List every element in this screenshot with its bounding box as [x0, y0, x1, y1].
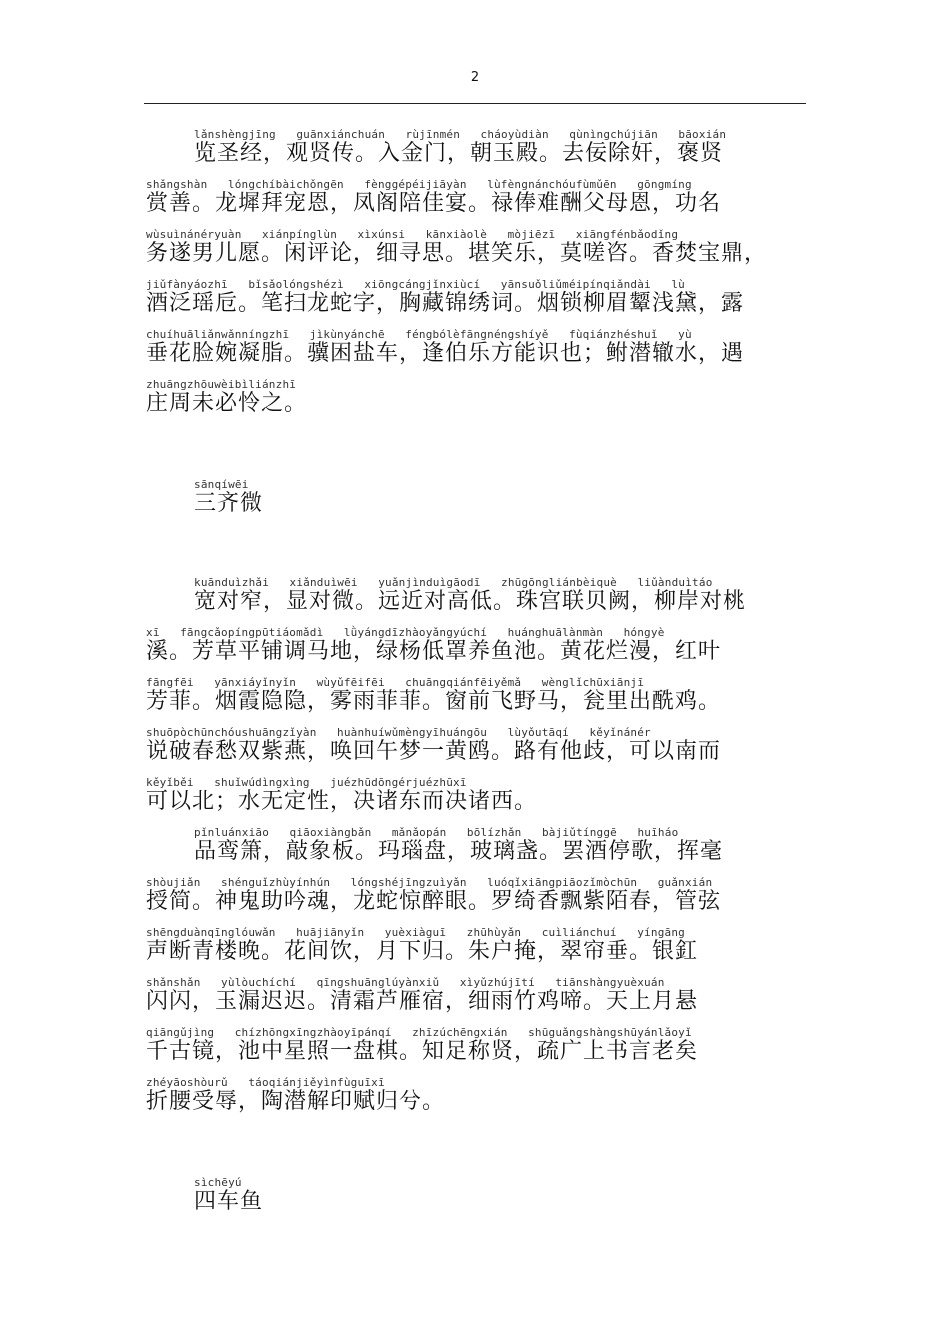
- verse-line: [146, 876, 810, 926]
- verse-line: [146, 626, 810, 676]
- section-title: [146, 1176, 810, 1226]
- pinyin-line: wùsuìnánéryuàn xiánpínglùn xìxúnsi kānxiàolè mòjiēzī xiāngfénbǎodǐng: [146, 228, 679, 241]
- verse-line: [146, 1026, 810, 1076]
- pinyin-line: xī fāngcǎopíngpūtiáomǎdì lǜyángdīzhàoyǎngyúchí huánghuālànmàn hóngyè: [146, 626, 665, 639]
- pinyin-line: pǐnluánxiāo qiāoxiàngbǎn mǎnǎopán bōlízhǎn bàjiǔtínggē huīháo: [194, 826, 679, 839]
- verse-line: [146, 228, 810, 278]
- verse-line: [146, 178, 810, 228]
- verse-line: [146, 776, 810, 826]
- pinyin-line: zhuāngzhōuwèibìliánzhī: [146, 378, 297, 391]
- hanzi-line: 折腰受辱，陶潜解印赋归兮。: [146, 1089, 446, 1114]
- pinyin-line: shǎnshǎn yùlòuchíchí qīngshuānglúyànxiǔ xìyǔzhújītí tiānshàngyuèxuán: [146, 976, 665, 989]
- title-hanzi: 四车鱼: [194, 1189, 264, 1214]
- hanzi-line: 酒泛瑶卮。笔扫龙蛇字，胸藏锦绣词。烟锁柳眉颦浅黛，露: [146, 291, 745, 316]
- pinyin-line: chuíhuāliǎnwǎnníngzhī jìkùnyánchē féngbólèfāngnéngshíyě fùqiánzhéshuǐ yù: [146, 328, 692, 341]
- pinyin-line: lǎnshèngjīng guānxiánchuán rùjīnmén cháoyùdiàn qùnìngchújiān bāoxián: [194, 128, 727, 141]
- pinyin-line: shēngduànqīnglóuwǎn huājiānyǐn yuèxiàguī zhūhùyǎn cuìliánchuí yíngāng: [146, 926, 685, 939]
- hanzi-line: 声断青楼晚。花间饮，月下归。朱户掩，翠帘垂。银釭: [146, 939, 699, 964]
- title-pinyin: sìchēyú: [194, 1176, 242, 1189]
- hanzi-line: 宽对窄，显对微。远近对高低。珠宫联贝阙，柳岸对桃: [194, 589, 747, 614]
- verse-block-1: [146, 128, 810, 428]
- verse-block-2: [146, 576, 810, 1126]
- hanzi-line: 垂花脸婉凝脂。骥困盐车，逢伯乐方能识也；鲋潜辙水，遇: [146, 341, 745, 366]
- verse-line: [146, 926, 810, 976]
- title-hanzi: 三齐微: [194, 491, 264, 516]
- hanzi-line: 芳菲。烟霞隐隐，雾雨菲菲。窗前飞野马，瓮里出酰鸡。: [146, 689, 722, 714]
- hanzi-line: 可以北；水无定性，决诸东而决诸西。: [146, 789, 538, 814]
- header-rule: [144, 103, 806, 104]
- hanzi-line: 溪。芳草平铺调马地，绿杨低罩养鱼池。黄花烂漫，红叶: [146, 639, 722, 664]
- verse-line: [146, 1076, 810, 1126]
- hanzi-line: 品鸾箫，敲象板。玛瑙盘，玻璃盏。罢酒停歌，挥毫: [194, 839, 724, 864]
- pinyin-line: shǎngshàn lóngchíbàichǒngēn fènggépéijiāyàn lùfèngnánchóufùmǔēn gōngmíng: [146, 178, 692, 191]
- page-number: 2: [470, 70, 480, 85]
- pinyin-line: zhéyāoshòurǔ táoqiánjiěyìnfùguīxī: [146, 1076, 385, 1089]
- section-title: [146, 478, 810, 528]
- pinyin-line: kěyǐběi shuǐwúdìngxìng juézhūdōngérjuézhūxī: [146, 776, 467, 789]
- verse-line: [146, 128, 810, 178]
- pinyin-line: shuōpòchūnchóushuāngzǐyàn huànhuíwǔmèngyīhuángōu lùyǒutāqí kěyǐnánér: [146, 726, 651, 739]
- hanzi-line: 说破春愁双紫燕，唤回午梦一黄鸥。路有他歧，可以南而: [146, 739, 722, 764]
- verse-line: [146, 976, 810, 1026]
- pinyin-line: fāngfēi yānxiáyǐnyǐn wùyǔfēifēi chuāngqiánfēiyěmǎ wènglǐchūxiānjī: [146, 676, 645, 689]
- verse-line: [146, 576, 810, 626]
- hanzi-line: 务遂男儿愿。闲评论，细寻思。堪笑乐，莫嗟咨。香焚宝鼎，: [146, 241, 768, 266]
- hanzi-line: 千古镜，池中星照一盘棋。知足称贤，疏广上书言老矣: [146, 1039, 699, 1064]
- pinyin-line: kuānduìzhǎi xiǎnduìwēi yuǎnjìnduìgāodī zhūgōngliánbèiquè liǔànduìtáo: [194, 576, 713, 589]
- verse-line: [146, 676, 810, 726]
- verse-line: [146, 826, 810, 876]
- pinyin-line: shòujiǎn shénguǐzhùyínhún lóngshéjīngzuìyǎn luóqǐxiāngpiāozǐmòchūn guǎnxián: [146, 876, 713, 889]
- title-pinyin: sānqíwēi: [194, 478, 249, 491]
- hanzi-line: 赏善。龙墀拜宠恩，凤阁陪佳宴。禄俸难酬父母恩，功名: [146, 191, 722, 216]
- verse-line: [146, 378, 810, 428]
- pinyin-line: jiǔfànyáozhī bǐsǎolóngshézì xiōngcángjǐnxiùcí yānsuǒliǔméipínqiǎndài lù: [146, 278, 685, 291]
- hanzi-line: 授简。神鬼助吟魂，龙蛇惊醉眼。罗绮香飘紫陌春，管弦: [146, 889, 722, 914]
- verse-line: [146, 278, 810, 328]
- pinyin-line: qiāngǔjìng chízhōngxīngzhàoyīpánqí zhīzúchēngxián shūguǎngshàngshūyánlǎoyǐ: [146, 1026, 692, 1039]
- hanzi-line: 览圣经，观贤传。入金门，朝玉殿。去佞除奸，褒贤: [194, 141, 724, 166]
- hanzi-line: 庄周未必怜之。: [146, 391, 308, 416]
- verse-line: [146, 726, 810, 776]
- section-title-block: [146, 1176, 810, 1226]
- hanzi-line: 闪闪，玉漏迟迟。清霜芦雁宿，细雨竹鸡啼。天上月悬: [146, 989, 699, 1014]
- section-title-block: [146, 478, 810, 528]
- verse-line: [146, 328, 810, 378]
